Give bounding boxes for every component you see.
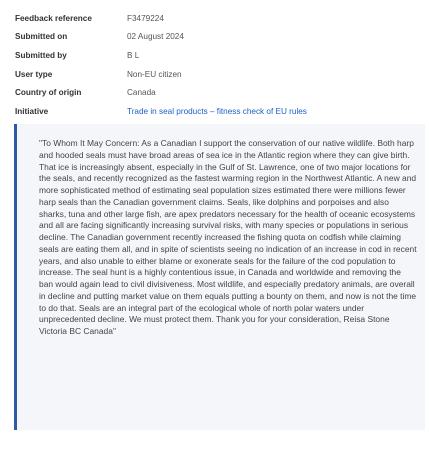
- detail-label: Initiative: [15, 106, 49, 116]
- detail-row-submitted-by: [15, 46, 419, 65]
- detail-label: Submitted on: [15, 32, 68, 42]
- detail-row-country: [15, 83, 419, 102]
- detail-label: Feedback reference: [15, 13, 92, 23]
- feedback-reference-value: F3479224: [127, 13, 164, 23]
- user-type-value: Non-EU citizen: [127, 69, 182, 79]
- country-of-origin-value: Canada: [127, 88, 156, 98]
- detail-label: Country of origin: [15, 88, 82, 98]
- feedback-quote-box: [14, 124, 425, 430]
- detail-row-submitted-on: [15, 28, 419, 47]
- submitted-by-value: B L: [127, 50, 140, 60]
- detail-label: Submitted by: [15, 50, 67, 60]
- detail-row-reference: [15, 9, 419, 28]
- detail-label: User type: [15, 69, 53, 79]
- submitted-on-value: 02 August 2024: [127, 32, 184, 42]
- feedback-details: [15, 9, 419, 121]
- detail-row-initiative: [15, 102, 419, 121]
- detail-row-user-type: [15, 65, 419, 84]
- feedback-text: "To Whom It May Concern: As a Canadian I support the conservation of our native wildlife. Both harp and hooded seals must have broad areas of sea ice in the Atlantic region where they can give birth. That ice is increasingly absent, especially in the Gulf of St. Lawrence, one of two major locations for the seals, and recently recognized as the fastest warming region in the Northwest Atlantic. A new and more sophisticated method of estimating seal population sizes estimated there were millions fewer harp seals than the Canadian government claims. Seals, like dolphins and porpoises and also sharks, tuna and other large fish, are apex predators necessary for the health of oceanic ecosystems and all are facing significantly increasing survival risks, with many species or populations in serious decline. The Canadian government recently increased the fishing quota on codfish while claiming seals are eating them all, and in spite of scientists seeing no indication of an increase in cod in recent years, and also unable to either blame or exonerate seals for the failure of the cod population to increase. The seal hunt is a highly contentious issue, in Canada and worldwide and removing the ban would again lead to civil divisiveness. Most wildlife, and especially predatory animals, are overall in decline and putting market value on them equals putting a bounty on them, and now is not the time to do that. Seals are an integral part of the ecological whole of north polar waters under unprecedented decline. We must protect them. Thank you for your consideration, Reisa Stone Victoria BC Canada": [39, 138, 417, 336]
- initiative-link[interactable]: Trade in seal products – fitness check of EU rules: [127, 106, 307, 116]
